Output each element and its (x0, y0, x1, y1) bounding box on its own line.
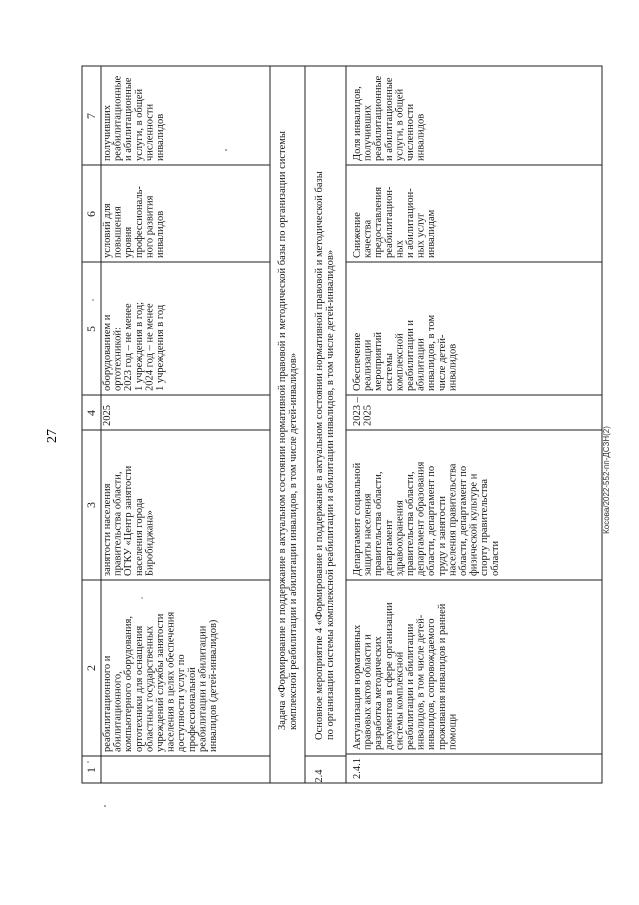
header-col-6: 6 (84, 211, 98, 217)
item-col6-line: ных (394, 240, 406, 258)
cont-col3-line: занятости населения (102, 483, 113, 576)
header-col-4: 4 (84, 410, 98, 416)
item-col5-line: мероприятий (373, 332, 385, 391)
item-col3-line: области (489, 540, 501, 576)
cont-col7-line: реабилитационные (112, 75, 124, 161)
item-col7-line: услуги, в общей (394, 88, 406, 161)
header-col-3: 3 (84, 502, 98, 508)
cont-col5-line: оборудованием и (102, 314, 113, 391)
item-col2-line: разработка методических (373, 636, 385, 750)
item-col5-line: инвалидов, в том (426, 314, 438, 391)
item-col3-line: труду и занятости (436, 496, 448, 576)
task-row-line: комплексной реабилитации и абилитации инвалидов, в том числе детей-инвалидов» (288, 352, 299, 730)
cont-col6-line: условий для (102, 203, 113, 258)
cont-col6-line: ного развития (144, 195, 156, 258)
cont-col3-line: Биробиджана» (144, 510, 156, 576)
header-col-7: 7 (84, 113, 98, 119)
item-col5-line: комплексной (394, 333, 406, 391)
cont-col5-line: ортотехникой: (112, 327, 124, 391)
item-col6-line: ных услуг (415, 212, 427, 258)
item-col3 (352, 462, 501, 576)
item-col3-line: правительства области, (405, 471, 416, 576)
measure-number: 2.4 (314, 769, 325, 783)
item-number: 2.4.1 (352, 758, 363, 779)
item-col3-line: правительства области, (373, 471, 385, 576)
item-col4-line: 2023 – (352, 397, 363, 426)
cont-col2-line: реабилитационного и (102, 655, 113, 752)
cont-col5-line: 2024 год – не менее (144, 303, 156, 391)
item-col5-line: инвалидов (447, 343, 459, 391)
item-col3-line: физической культуре и (468, 473, 480, 576)
registration-note: Косова/2022-552-пп-ДСЗН(2) (602, 426, 611, 534)
cont-col4 (102, 405, 113, 426)
cont-col2-line: областных государственных (144, 625, 156, 752)
page-number: 27 (45, 429, 60, 443)
task-row-line: Задача «Формирование и поддержание в актуальном состоянии нормативной правовой и методической базы по организации системы (277, 131, 288, 730)
item-col5-line: реабилитации и (405, 320, 416, 391)
item-col3-line: области, департамент по (458, 465, 469, 576)
cont-col2-line: профессиональной (186, 667, 198, 752)
item-col3-line: Департамент социальной (352, 462, 363, 576)
item-col2-line: реабилитации и абилитации (405, 623, 416, 750)
item-col2-line: Актуализация нормативных (352, 624, 363, 750)
item-col7-line: Доля инвалидов, (352, 86, 363, 161)
item-col7-line: и абилитационные (383, 77, 395, 161)
cont-col7-line: численности (144, 103, 156, 161)
measure-text (314, 171, 336, 740)
cont-col7-line: и абилитационные (123, 77, 135, 161)
item-col6-line: и абилитацион- (405, 188, 416, 258)
item-col2-line: помощи (447, 713, 459, 750)
item-col5-line: абилитации (415, 338, 427, 391)
cont-col2-line: абилитационного, (112, 671, 124, 752)
cont-col5 (102, 302, 166, 391)
item-col5-line: системы (383, 353, 395, 391)
cont-col2-line: населения в целях обеспечения (165, 611, 177, 752)
cont-col7-line: получивших (102, 104, 113, 161)
item-col6-line: инвалидам (426, 209, 438, 258)
item-col3-line: департамент образования (415, 461, 427, 576)
item-col2-line: инвалидов, в том числе детей- (415, 614, 427, 750)
item-col3-line: департамент (383, 519, 395, 576)
item-col5-line: Обеспечение (352, 332, 363, 391)
cont-col3-line: населения города (133, 498, 145, 576)
item-col7-line: численности (405, 103, 416, 161)
item-col3-line: спорту правительства (479, 478, 491, 576)
item-col3-line: области, департамент по (426, 465, 438, 576)
measure-text-line: по организации системы комплексной реабилитации и абилитации инвалидов, в том числе детей-инвалидов» (325, 249, 336, 740)
header-col-1: 1 (84, 767, 98, 773)
cont-col3-line: правительства области, (112, 471, 124, 576)
cont-col7-line: инвалидов (155, 113, 166, 161)
cont-col5-line: 2023 год – не менее (123, 303, 135, 391)
cont-col4-line: 2025 (102, 405, 113, 426)
item-col7-line: реабилитационные (373, 75, 385, 161)
cont-col6-line: профессиональ- (133, 186, 145, 258)
item-col2-line: инвалидов, сопровождаемого (426, 618, 438, 750)
header-col-5: 5 (84, 326, 98, 332)
cont-col2-line: учреждений службы занятости (155, 613, 166, 752)
cont-col2-line: доступности услуг по (176, 654, 188, 752)
cont-col2-line: компьютерного оборудования, (123, 616, 135, 752)
cont-col5-line: 1 учреждения в год (155, 304, 166, 391)
cont-col7-line: услуги, в общей (133, 88, 145, 161)
item-col5-line: числе детей- (436, 334, 448, 391)
item-col3-line: населения правительства (447, 463, 459, 576)
cont-col3-line: ОГКУ «Центр занятости (123, 465, 135, 576)
cont-col6-line: повышения (112, 206, 124, 258)
item-col2-line: системы комплексной (394, 651, 406, 750)
item-col6-line: предоставления (373, 186, 385, 258)
item-col2-line: документов в сфере организации (383, 602, 395, 750)
item-col3-line: защиты населения (362, 493, 374, 576)
item-col2-line: правовых актов области и (362, 634, 374, 750)
cont-col2-line: ортотехники для оснащения (133, 625, 145, 752)
item-col5-line: реализации (362, 339, 374, 391)
cont-col5-line: 1 учреждения в год; (133, 301, 145, 391)
cont-col6-line: уровня (123, 226, 135, 258)
item-col4-line: 2025 (362, 405, 374, 426)
item-col6-line: реабилитацион- (383, 186, 395, 258)
item-col7-line: получивших (362, 104, 374, 161)
item-col6-line: качества (362, 219, 374, 258)
item-col7-line: инвалидов (415, 113, 427, 161)
item-col6-line: Снижение (352, 212, 363, 258)
item-col3-line: здравоохранения (394, 500, 406, 576)
cont-col6-line: инвалидов (155, 210, 166, 258)
cont-col2-line: инвалидов (детей-инвалидов) (208, 619, 219, 752)
cont-col2-line: реабилитации и абилитации (197, 625, 209, 752)
header-col-2: 2 (84, 665, 98, 671)
measure-text-line: Основное мероприятие 4 «Формирование и поддержание в актуальном состоянии нормативной правовой и методической базы (314, 171, 325, 740)
item-col2-line: проживания инвалидов и ранней (436, 603, 448, 750)
